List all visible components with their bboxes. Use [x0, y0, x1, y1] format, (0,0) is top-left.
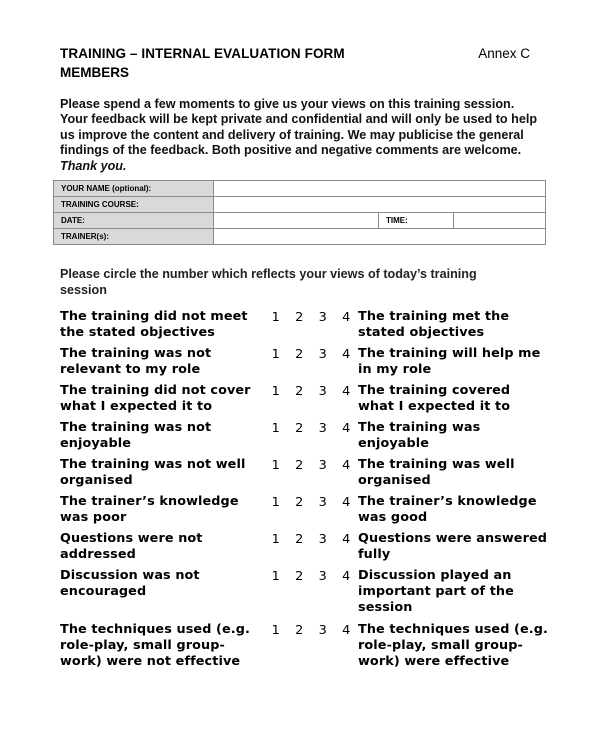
- rating-scale: [264, 494, 358, 526]
- negative-statement: The training was not enjoyable: [60, 420, 212, 451]
- negative-statement: The trainer’s knowledge was poor: [60, 494, 239, 525]
- negative-statement: The training did not cover what I expected it to: [60, 383, 251, 414]
- details-row-trainer: [54, 229, 546, 245]
- time-field[interactable]: [454, 213, 546, 229]
- your-name-label: YOUR NAME (optional):: [54, 181, 214, 197]
- rating-option-2[interactable]: 2: [295, 569, 304, 584]
- rating-option-1[interactable]: 1: [271, 569, 280, 584]
- form-subtitle: MEMBERS: [60, 65, 130, 80]
- rating-option-2[interactable]: 2: [295, 532, 304, 547]
- rating-option-3[interactable]: 3: [318, 569, 327, 584]
- negative-statement: The techniques used (e.g. role-play, small group-work) were not effective: [60, 622, 250, 669]
- rating-option-3[interactable]: 3: [318, 310, 327, 325]
- trainer-field[interactable]: [214, 229, 546, 245]
- rating-scale: [264, 568, 358, 616]
- rating-option-3[interactable]: 3: [318, 384, 327, 399]
- rating-option-1[interactable]: 1: [271, 421, 280, 436]
- training-course-label: TRAINING COURSE:: [54, 197, 214, 213]
- thank-you-text: Thank you.: [60, 158, 127, 173]
- rating-instruction: Please circle the number which reflects your views of today’s training session: [60, 267, 477, 297]
- rating-scale: [264, 346, 358, 378]
- rating-row: [60, 622, 560, 670]
- date-field[interactable]: [214, 213, 379, 229]
- details-row-name: [54, 181, 546, 197]
- form-title: TRAINING – INTERNAL EVALUATION FORM: [60, 46, 345, 61]
- rating-option-2[interactable]: 2: [295, 421, 304, 436]
- rating-option-4[interactable]: 4: [342, 495, 351, 510]
- rating-row: [60, 420, 560, 452]
- negative-statement: The training was not relevant to my role: [60, 346, 212, 377]
- rating-option-1[interactable]: 1: [271, 495, 280, 510]
- rating-row: [60, 531, 560, 563]
- rating-option-4[interactable]: 4: [342, 458, 351, 473]
- negative-statement: Questions were not addressed: [60, 531, 203, 562]
- positive-statement: The training will help me in my role: [358, 346, 541, 377]
- positive-statement: Questions were answered fully: [358, 531, 548, 562]
- positive-statement: The training covered what I expected it to: [358, 383, 511, 414]
- rating-option-2[interactable]: 2: [295, 623, 304, 638]
- rating-option-3[interactable]: 3: [318, 623, 327, 638]
- positive-statement: The techniques used (e.g. role-play, small group-work) were effective: [358, 622, 548, 669]
- positive-statement: The training met the stated objectives: [358, 309, 510, 340]
- rating-option-2[interactable]: 2: [295, 347, 304, 362]
- form-header: [60, 46, 530, 80]
- rating-row: [60, 568, 560, 616]
- rating-option-4[interactable]: 4: [342, 569, 351, 584]
- rating-option-1[interactable]: 1: [271, 532, 280, 547]
- rating-option-1[interactable]: 1: [271, 310, 280, 325]
- rating-option-4[interactable]: 4: [342, 310, 351, 325]
- rating-row: [60, 309, 560, 341]
- positive-statement: Discussion played an important part of the session: [358, 568, 514, 615]
- negative-statement: The training did not meet the stated objectives: [60, 309, 248, 340]
- rating-row: [60, 457, 560, 489]
- rating-option-3[interactable]: 3: [318, 347, 327, 362]
- rating-option-4[interactable]: 4: [342, 623, 351, 638]
- training-course-field[interactable]: [214, 197, 546, 213]
- annex-label: Annex C: [478, 46, 530, 61]
- details-row-course: [54, 197, 546, 213]
- rating-option-2[interactable]: 2: [295, 495, 304, 510]
- details-row-date: [54, 213, 546, 229]
- intro-paragraph: [60, 97, 540, 174]
- rating-option-4[interactable]: 4: [342, 532, 351, 547]
- rating-option-2[interactable]: 2: [295, 310, 304, 325]
- negative-statement: Discussion was not encouraged: [60, 568, 200, 599]
- rating-scale: [264, 457, 358, 489]
- rating-option-1[interactable]: 1: [271, 458, 280, 473]
- trainer-label: TRAINER(s):: [54, 229, 214, 245]
- rating-scale: [264, 309, 358, 341]
- positive-statement: The training was well organised: [358, 457, 515, 488]
- rating-option-3[interactable]: 3: [318, 458, 327, 473]
- rating-option-4[interactable]: 4: [342, 347, 351, 362]
- rating-option-3[interactable]: 3: [318, 421, 327, 436]
- rating-option-3[interactable]: 3: [318, 495, 327, 510]
- rating-option-4[interactable]: 4: [342, 384, 351, 399]
- details-table: [53, 180, 546, 245]
- rating-scale: [264, 622, 358, 670]
- rating-scale: [264, 531, 358, 563]
- rating-items: [60, 309, 560, 670]
- rating-option-1[interactable]: 1: [271, 384, 280, 399]
- rating-scale: [264, 420, 358, 452]
- intro-text: Please spend a few moments to give us your views on this training session. Your feedback will be kept private and confidential and will only be used to help us improve the content and delivery of training. We may publicise the general findings of the feedback. Both positive and negative comments are welcome.: [60, 97, 538, 158]
- time-label: TIME:: [379, 213, 454, 229]
- rating-option-3[interactable]: 3: [318, 532, 327, 547]
- positive-statement: The trainer’s knowledge was good: [358, 494, 537, 525]
- rating-row: [60, 346, 560, 378]
- rating-row: [60, 494, 560, 526]
- rating-option-4[interactable]: 4: [342, 421, 351, 436]
- rating-option-1[interactable]: 1: [271, 623, 280, 638]
- positive-statement: The training was enjoyable: [358, 420, 481, 451]
- rating-row: [60, 383, 560, 415]
- rating-option-1[interactable]: 1: [271, 347, 280, 362]
- your-name-field[interactable]: [214, 181, 546, 197]
- title-row: [60, 46, 530, 61]
- date-label: DATE:: [54, 213, 214, 229]
- negative-statement: The training was not well organised: [60, 457, 246, 488]
- rating-option-2[interactable]: 2: [295, 458, 304, 473]
- rating-scale: [264, 383, 358, 415]
- rating-option-2[interactable]: 2: [295, 384, 304, 399]
